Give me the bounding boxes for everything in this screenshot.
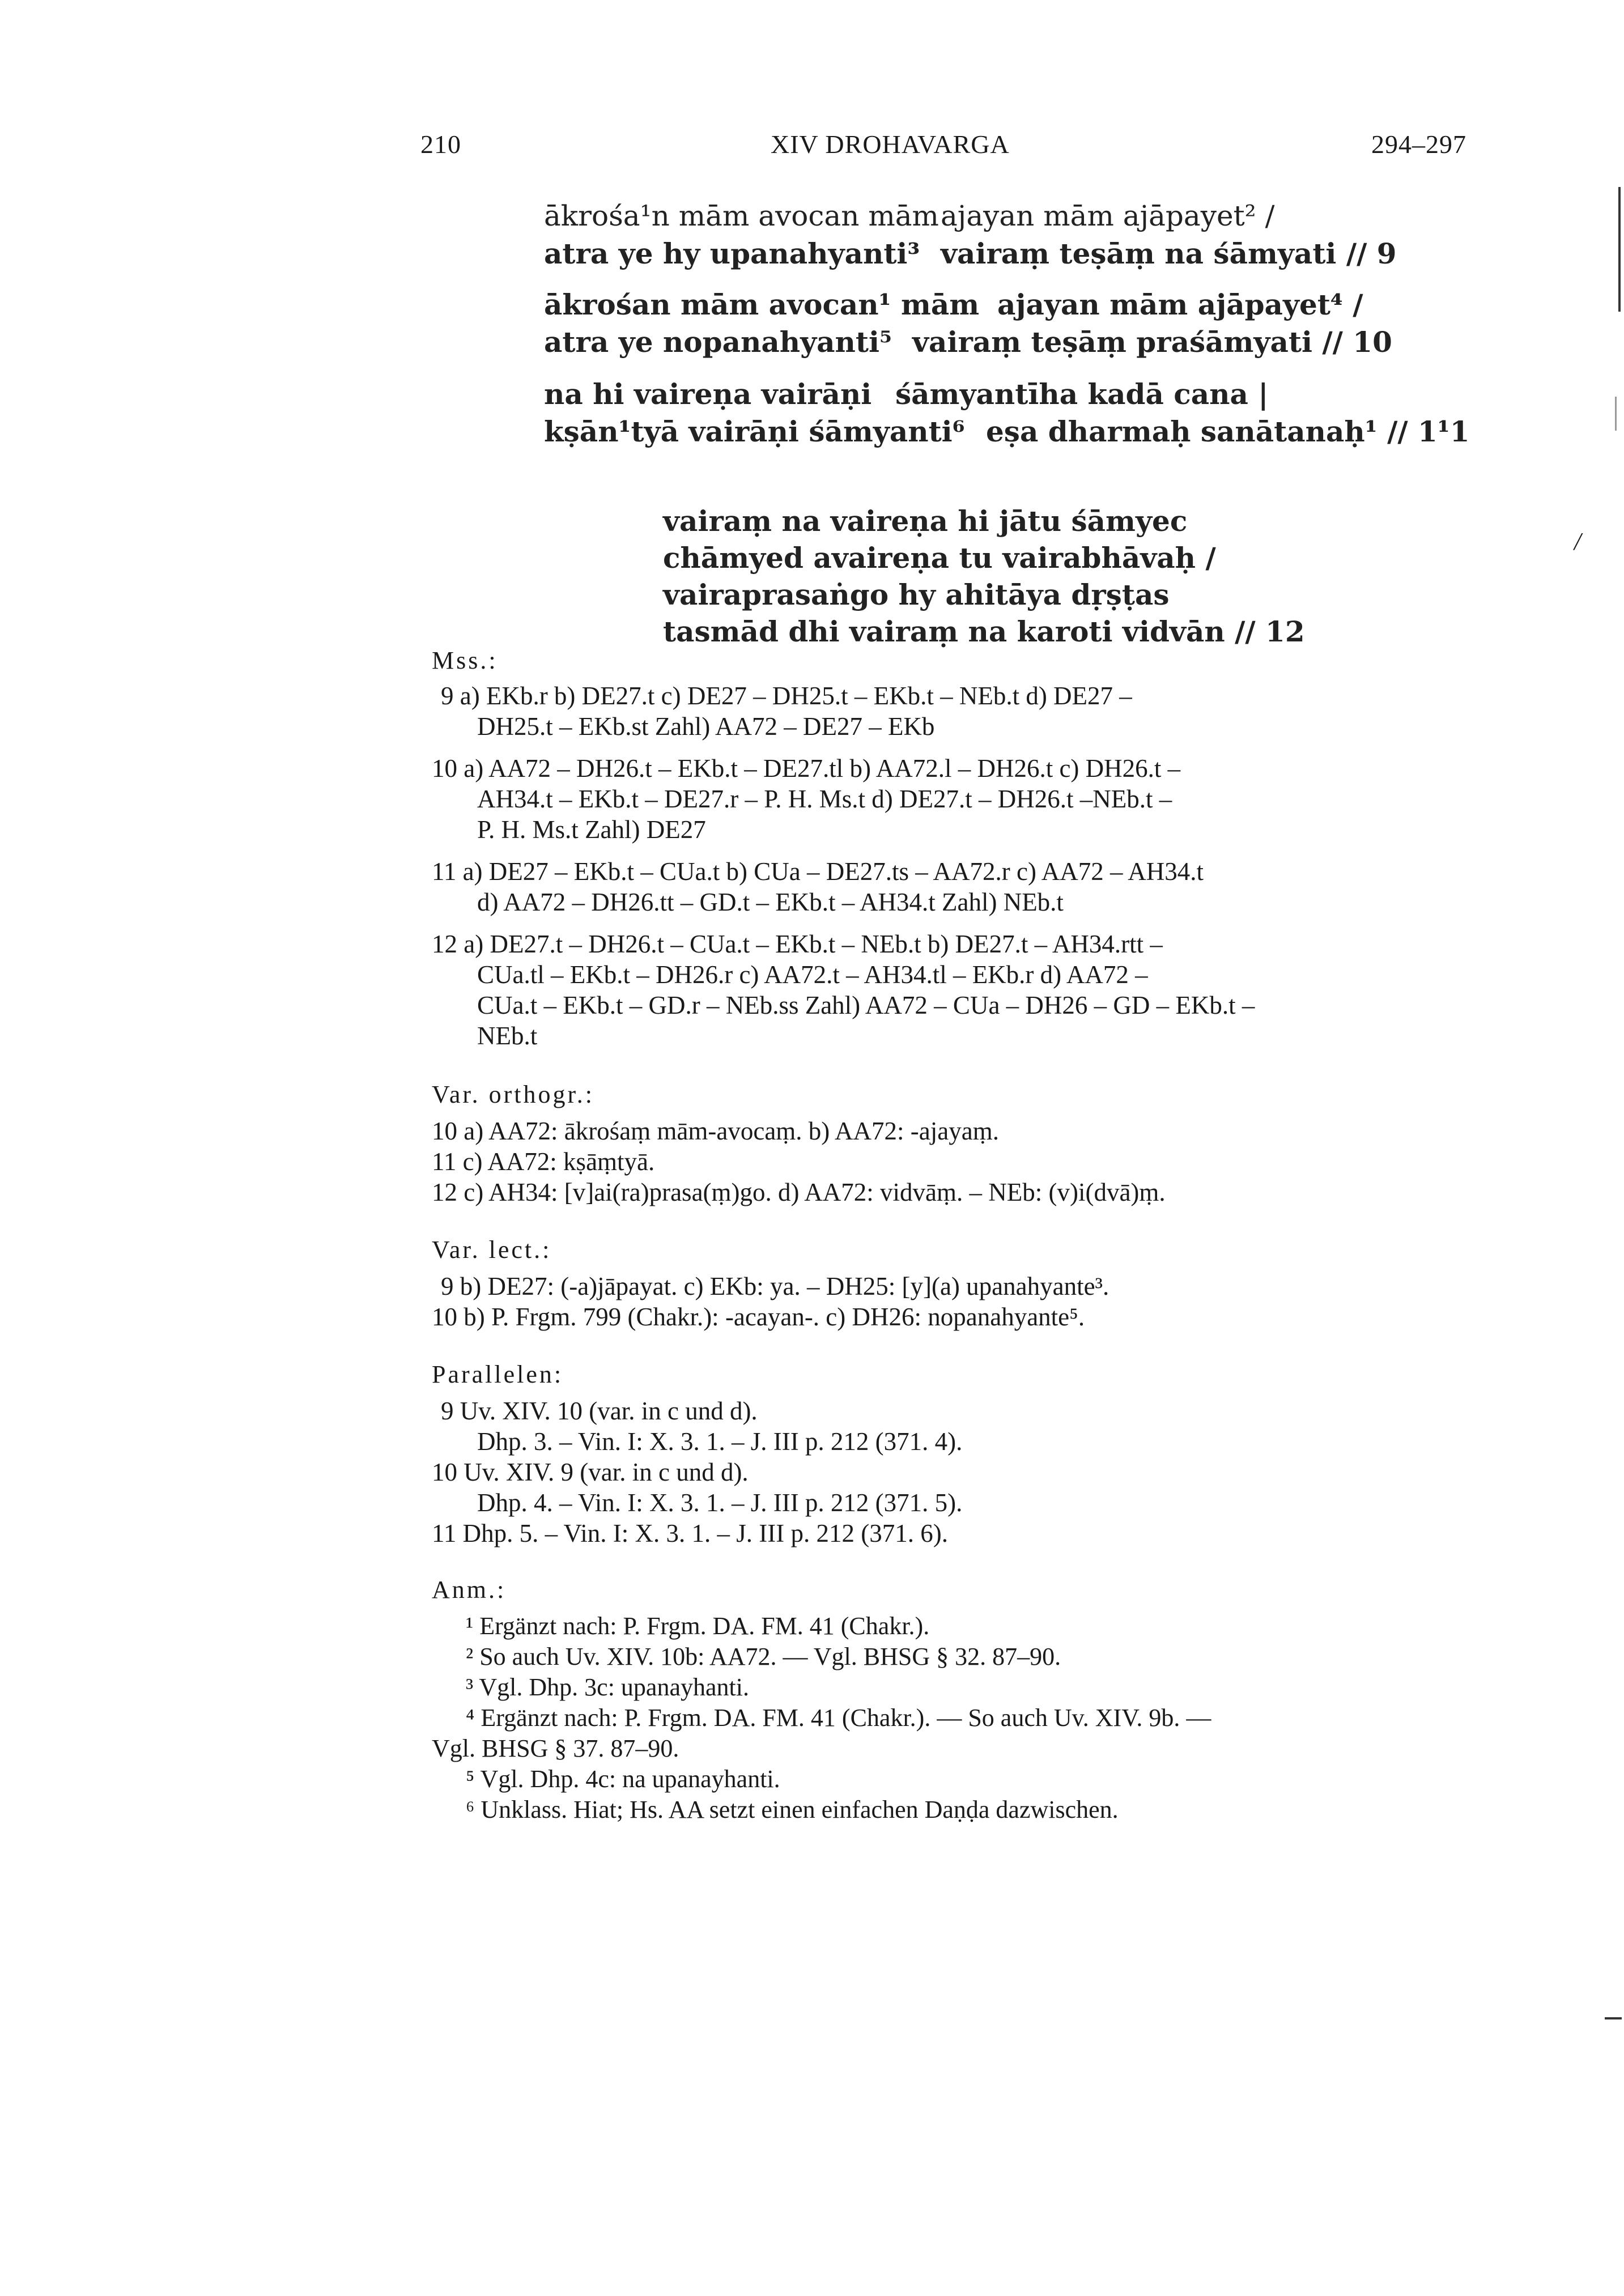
var-orthogr-line: 10 a) AA72: ākrośaṃ mām-avocaṃ. b) AA72: -ajayaṃ.	[432, 1117, 999, 1145]
footnote-1: ¹ Ergänzt nach: P. Frgm. DA. FM. 41 (Chakr.).	[466, 1612, 930, 1640]
verse-10b-pada-b: vairaṃ teṣāṃ praśāmyati // 10	[912, 325, 1392, 359]
mss-line: CUa.tl – EKb.t – DH26.r c) AA72.t – AH34.tl – EKb.r d) AA72 –	[477, 960, 1148, 989]
mss-line: 9 a) EKb.r b) DE27.t c) DE27 – DH25.t – EKb.t – NEb.t d) DE27 –	[441, 682, 1132, 710]
parallelen-line: 10 Uv. XIV. 9 (var. in c und d).	[432, 1458, 749, 1486]
corner-scan-mark	[1605, 2017, 1622, 2019]
mss-line: d) AA72 – DH26.tt – GD.t – EKb.t – AH34.t Zahl) NEb.t	[477, 888, 1064, 916]
mss-heading: Mss.:	[432, 647, 498, 674]
verse-11b-pada-a: kṣān¹tyā vairāṇi śāmyanti⁶	[544, 415, 965, 448]
mss-line: P. H. Ms.t Zahl) DE27	[477, 815, 706, 844]
verse-11a-pada-b: śāmyantīha kadā cana |	[895, 377, 1269, 411]
mss-line: CUa.t – EKb.t – GD.r – NEb.ss Zahl) AA72 – CUa – DH26 – GD – EKb.t –	[477, 991, 1255, 1019]
verse-10b-pada-a: atra ye nopanahyanti⁵	[544, 325, 892, 359]
footnote-5: ⁵ Vgl. Dhp. 4c: na upanayhanti.	[466, 1765, 780, 1793]
right-edge-scan-line	[1615, 397, 1617, 431]
verse-12-line: chāmyed avaireṇa tu vairabhāvaḥ /	[663, 541, 1216, 575]
verse-10a-pada-a: ākrośan mām avocan¹ mām	[544, 288, 980, 321]
parallelen-line: Dhp. 3. – Vin. I: X. 3. 1. – J. III p. 212 (371. 4).	[477, 1427, 963, 1456]
verse-11b-pada-b: eṣa dharmaḥ sanātanaḥ¹ // 1¹1	[986, 415, 1470, 448]
mss-line: DH25.t – EKb.st Zahl) AA72 – DE27 – EKb	[477, 712, 935, 741]
var-orthogr-heading: Var. orthogr.:	[432, 1081, 594, 1108]
verse-9b-pada-a: atra ye hy upanahyanti³	[544, 237, 920, 270]
footnote-3: ³ Vgl. Dhp. 3c: upanayhanti.	[466, 1673, 749, 1701]
var-lect-line: 10 b) P. Frgm. 799 (Chakr.): -acayan-. c) DH26: nopanahyante⁵.	[432, 1303, 1085, 1331]
anm-heading: Anm.:	[432, 1576, 507, 1604]
var-lect-line: 9 b) DE27: (-a)jāpayat. c) EKb: ya. – DH25: [y](a) upanahyante³.	[441, 1272, 1109, 1300]
mss-line: NEb.t	[477, 1022, 538, 1050]
parallelen-line: Dhp. 4. – Vin. I: X. 3. 1. – J. III p. 212 (371. 5).	[477, 1489, 963, 1517]
footnote-6: ⁶ Unklass. Hiat; Hs. AA setzt einen einfachen Daṇḍa dazwischen.	[466, 1796, 1119, 1823]
right-edge-scan-line	[1618, 187, 1621, 312]
mss-line: AH34.t – EKb.t – DE27.r – P. H. Ms.t d) DE27.t – DH26.t –NEb.t –	[477, 785, 1172, 813]
footnote-2: ² So auch Uv. XIV. 10b: AA72. — Vgl. BHSG § 32. 87–90.	[466, 1643, 1061, 1670]
mss-line: 10 a) AA72 – DH26.t – EKb.t – DE27.tl b) AA72.l – DH26.t c) DH26.t –	[432, 754, 1181, 783]
page-number: 210	[420, 130, 461, 159]
verse-9a-pada-b: ajayan mām ajāpayet² /	[941, 199, 1275, 232]
chapter-title: XIV DROHAVARGA	[771, 130, 1010, 159]
verse-10a-pada-b: ajayan mām ajāpayet⁴ /	[997, 288, 1363, 321]
var-lect-heading: Var. lect.:	[432, 1236, 552, 1264]
verse-12-line: vairaprasaṅgo hy ahitāya dṛṣṭas	[663, 578, 1170, 611]
var-orthogr-line: 12 c) AH34: [v]ai(ra)prasa(ṃ)go. d) AA72: vidvāṃ. – NEb: (v)i(dvā)ṃ.	[432, 1178, 1166, 1206]
mss-line: 11 a) DE27 – EKb.t – CUa.t b) CUa – DE27.ts – AA72.r c) AA72 – AH34.t	[432, 857, 1204, 886]
verse-9a-pada-a: ākrośa¹n mām avocan mām	[544, 199, 939, 232]
mss-line: 12 a) DE27.t – DH26.t – CUa.t – EKb.t – NEb.t b) DE27.t – AH34.rtt –	[432, 930, 1163, 958]
verse-12-line: vairaṃ na vaireṇa hi jātu śāmyec	[663, 504, 1188, 538]
parallelen-line: 11 Dhp. 5. – Vin. I: X. 3. 1. – J. III p. 212 (371. 6).	[432, 1519, 948, 1547]
verse-12-line: tasmād dhi vairaṃ na karoti vidvān // 12	[663, 615, 1305, 648]
verse-11a-pada-a: na hi vaireṇa vairāṇi	[544, 377, 872, 411]
parallelen-heading: Parallelen:	[432, 1360, 564, 1388]
parallelen-line: 9 Uv. XIV. 10 (var. in c und d).	[441, 1397, 758, 1425]
footnote-4: ⁴ Ergänzt nach: P. Frgm. DA. FM. 41 (Chakr.). — So auch Uv. XIV. 9b. —	[466, 1704, 1211, 1732]
verse-9b-pada-b: vairaṃ teṣāṃ na śāmyati // 9	[941, 237, 1397, 270]
footnote-4-cont: Vgl. BHSG § 37. 87–90.	[432, 1734, 679, 1762]
margin-slash-mark: /	[1574, 528, 1582, 555]
var-orthogr-line: 11 c) AA72: kṣāṃtyā.	[432, 1147, 655, 1176]
verse-range: 294–297	[1371, 130, 1466, 159]
